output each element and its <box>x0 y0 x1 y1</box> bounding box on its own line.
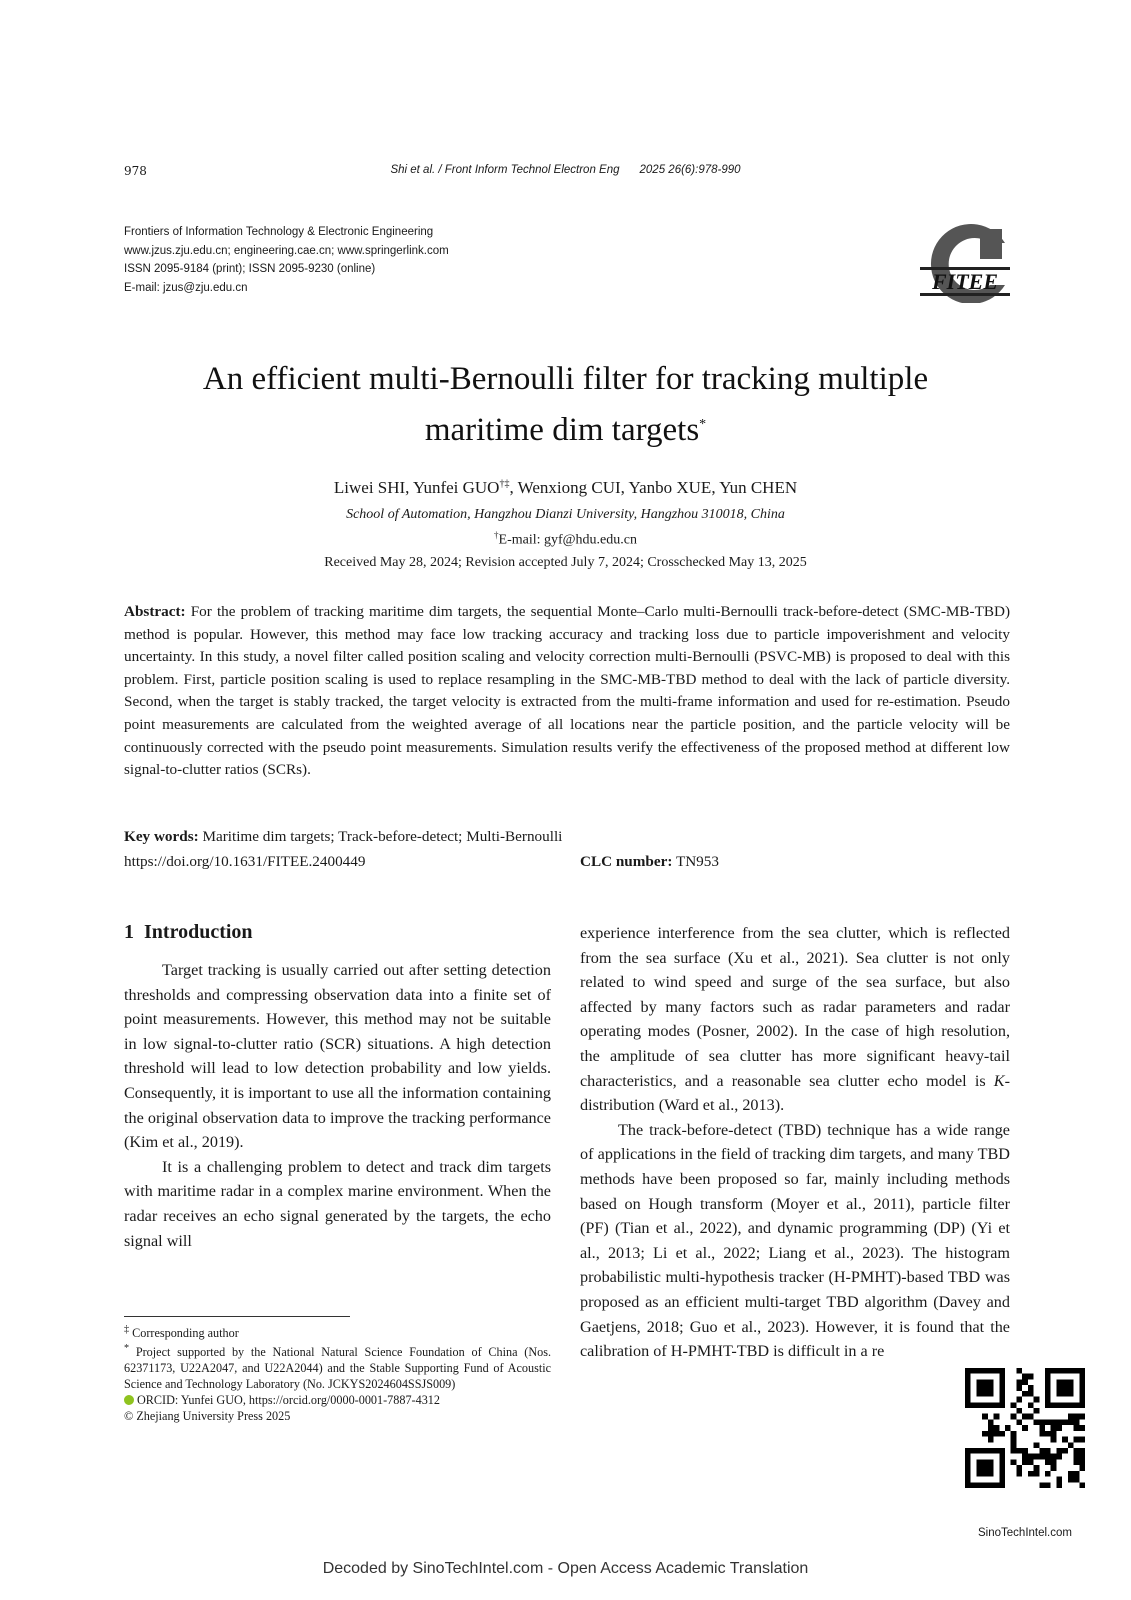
journal-email: E-mail: jzus@zju.edu.cn <box>124 281 248 294</box>
running-head-authors: Shi et al. / Front Inform Technol Electron Eng <box>390 164 620 176</box>
clc-number <box>580 853 719 871</box>
footnotes <box>124 1322 551 1424</box>
clc-value: TN953 <box>675 853 719 870</box>
footnote-divider <box>124 1316 350 1317</box>
journal-issn: ISSN 2095-9184 (print); ISSN 2095-9230 (online) <box>124 263 376 275</box>
journal-info <box>124 223 449 297</box>
copyright-icon: © <box>124 1409 134 1424</box>
author-list <box>0 478 1131 498</box>
keywords-label: Key words: <box>124 828 199 845</box>
paragraph <box>580 921 1010 1118</box>
footnote-mark: * <box>124 1343 130 1355</box>
abstract <box>124 601 1010 782</box>
footnote-orcid <box>124 1392 551 1408</box>
abstract-text: For the problem of tracking maritime dim targets, the sequential Monte–Carlo multi-Bernoulli track-before-detect (SMC-MB-TBD) method is popular. However, this method may face low tracking accuracy and tracking loss due to particle impoverishment and velocity uncertainty. In this study, a novel filter called position scaling and velocity correction multi-Bernoulli (PSVC-MB) is proposed to deal with this problem. First, particle position scaling is used to replace resampling in the SMC-MB-TBD method to deal with the lack of particle diversity. Second, when the target is stably tracked, the target velocity is extracted from the multi-frame information and used for re-estimation. Pseudo point measurements are calculated from the weighted average of all locations near the particle position, and the particle velocity will be continuously corrected with the pseudo point measurements. Simulation results verify the effectiveness of the proposed method at different low signal-to-clutter ratios (SCRs). <box>124 603 1010 779</box>
paragraph: It is a challenging problem to detect and track dim targets with maritime radar in a complex marine environment. When the radar receives an echo signal generated by the targets, the echo signal will <box>124 1157 551 1250</box>
footnote-text: Corresponding author <box>132 1326 239 1341</box>
authors-rest: , Wenxiong CUI, Yanbo XUE, Yun CHEN <box>509 478 798 497</box>
affiliation: School of Automation, Hangzhou Dianzi University, Hangzhou 310018, China <box>346 507 785 522</box>
fitee-logo <box>920 221 1010 303</box>
body-column-left <box>124 958 551 1253</box>
abstract-label: Abstract: <box>124 603 186 620</box>
journal-websites: www.jzus.zju.edu.cn; engineering.cae.cn; www.springerlink.com <box>124 244 449 257</box>
footnote-text[interactable]: ORCID: Yunfei GUO, https://orcid.org/0000-0001-7887-4312 <box>137 1393 440 1408</box>
body-column-right <box>580 921 1010 1364</box>
running-head-citation: 2025 26(6):978-990 <box>639 164 741 176</box>
math-variable: K <box>993 1071 1005 1090</box>
footnote-corresponding <box>124 1322 551 1341</box>
title-line-1: An efficient multi-Bernoulli filter for tracking multiple <box>202 361 929 397</box>
clc-label: CLC number: <box>580 853 673 870</box>
section-title: Introduction <box>144 921 253 943</box>
orcid-icon <box>124 1395 134 1405</box>
footnote-mark: ‡ <box>124 1324 130 1335</box>
footnote-copyright <box>124 1408 551 1424</box>
watermark-banner[interactable]: Decoded by SinoTechIntel.com - Open Access Academic Translation <box>322 1560 809 1577</box>
keywords-text: Maritime dim targets; Track-before-detect; Multi-Bernoulli <box>202 828 563 845</box>
authors-first: Liwei SHI, Yunfei GUO <box>333 478 500 497</box>
paper-title <box>100 357 1031 453</box>
author-marks: †‡ <box>499 478 510 490</box>
paragraph: The track-before-detect (TBD) technique has a wide range of applications in the field of tracking dim targets, and many TBD methods have been proposed so far, mainly including methods based on Hough transform (Moyer et al., 2011), particle filter (PF) (Tian et al., 2022), and dynamic programming (DP) (Yi et al., 2013; Li et al., 2022; Liang et al., 2023). The histogram probabilistic multi-hypothesis tracker (H-PMHT)-based TBD was proposed as an efficient multi-target TBD algorithm (Davey and Gaetjens, 2018; Guo et al., 2023). However, it is found that the calibration of H-PMHT-TBD is difficult in a re <box>580 1120 1010 1361</box>
section-number: 1 <box>124 921 134 943</box>
section-heading <box>124 921 253 944</box>
title-footnote-mark: * <box>699 417 707 432</box>
keywords <box>124 828 562 846</box>
email-text: E-mail: gyf@hdu.edu.cn <box>498 532 637 548</box>
page-number: 978 <box>124 164 147 178</box>
doi-link[interactable]: https://doi.org/10.1631/FITEE.2400449 <box>124 853 366 870</box>
paragraph-text: experience interference from the sea clutter, which is reflected from the sea surface (Xu et al., 2021). Sea clutter is not only related to wind speed and surge of the sea surface, but also affected by many factors such as radar parameters and radar operating modes (Posner, 2002). In the case of high resolution, the amplitude of sea clutter has more significant heavy-tail characteristics, and a reasonable sea clutter echo model is <box>580 924 1010 1090</box>
footnote-project <box>124 1341 551 1392</box>
qr-caption[interactable]: SinoTechIntel.com <box>978 1527 1072 1539</box>
author-email <box>0 530 1131 549</box>
paragraph: Target tracking is usually carried out after setting detection thresholds and compressing observation data into a finite set of point measurements. However, this method may not be suitable in low signal-to-clutter ratio (SCR) situations. A high detection threshold will lead to low detection probability and low yields. Consequently, it is important to use all the information containing the original observation data to improve the tracking performance (Kim et al., 2019). <box>124 961 551 1152</box>
email-mark: † <box>494 530 499 540</box>
paragraph-text: -distribution (Ward et al., 2013). <box>580 1071 1010 1115</box>
article-dates: Received May 28, 2024; Revision accepted July 7, 2024; Crosschecked May 13, 2025 <box>324 555 807 570</box>
fitee-logo-text: FITEE <box>931 269 999 294</box>
journal-name: Frontiers of Information Technology & Electronic Engineering <box>124 226 434 238</box>
footnote-text: Project supported by the National Natural Science Foundation of China (Nos. 62371173, U22A2047, and U22A2044) and the Stable Supporting Fund of Acoustic Science and Technology Laboratory (No. JCKYS2024604SSJS009) <box>124 1345 552 1392</box>
footnote-text: Zhejiang University Press 2025 <box>136 1409 291 1424</box>
title-line-2: maritime dim targets <box>424 412 700 448</box>
running-head <box>0 164 1131 176</box>
qr-code-icon[interactable] <box>965 1368 1085 1488</box>
